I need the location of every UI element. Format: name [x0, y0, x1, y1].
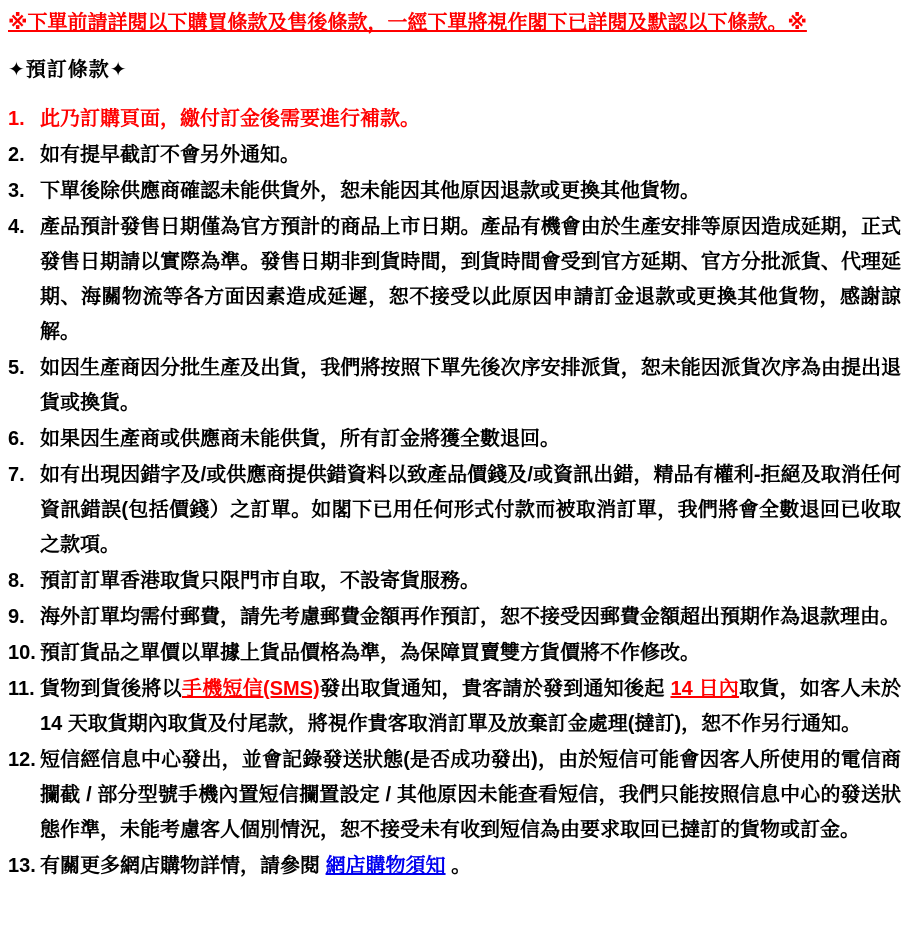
term-text-segment: 預訂貨品之單價以單據上貨品價格為準，為保障買賣雙方貨價將不作修改。: [40, 642, 700, 664]
store-shopping-notice-link[interactable]: 網店購物須知: [325, 855, 446, 877]
term-text-segment: 取貨，如客人未於 14 天取貨期內取貨及付尾款，將視作貴客取消訂單及放棄訂金處理(撻訂)，恕不作另行通知。: [40, 678, 901, 735]
term-number: 1.: [8, 108, 25, 130]
term-text-segment: 發出取貨通知，貴客請於發到通知後起: [319, 678, 671, 700]
term-text: [40, 174, 901, 209]
term-text-segment: 如有出現因錯字及/或供應商提供錯資料以致產品價錢及/或資訊出錯，精品有權利-拒絕及取消任何資訊錯誤(包括價錢）之訂單。如閣下已用任何形式付款而被取消訂單，我們將會全數退回已收取之款項。: [40, 464, 901, 556]
terms-list: [8, 102, 901, 884]
term-item-4: [8, 210, 901, 350]
term-item-7: [8, 458, 901, 563]
term-text-segment: 預訂訂單香港取貨只限門市自取，不設寄貨服務。: [40, 570, 480, 592]
term-text-segment: 有關更多網店購物詳情，請參閱: [40, 855, 326, 877]
term-text: [40, 458, 901, 563]
term-number: 9.: [8, 606, 25, 628]
term-number: 13.: [8, 855, 36, 877]
term-text-segment: 如有提早截訂不會另外通知。: [40, 144, 300, 166]
term-number: 4.: [8, 216, 25, 238]
section-header-preorder-terms: ✦預訂條款✦: [8, 59, 128, 81]
term-item-13: [8, 849, 901, 884]
term-text: [40, 210, 901, 350]
term-item-10: [8, 636, 901, 671]
term-text-segment: 如因生產商因分批生產及出貨，我們將按照下單先後次序安排派貨，恕未能因派貨次序為由提出退貨或換貨。: [40, 357, 901, 414]
term-item-8: [8, 564, 901, 599]
term-item-9: [8, 600, 901, 635]
term-number: 10.: [8, 642, 36, 664]
term-text-segment: 如果因生產商或供應商未能供貨，所有訂金將獲全數退回。: [40, 428, 560, 450]
term-number: 5.: [8, 357, 25, 379]
term-text: [40, 422, 901, 457]
term-number: 3.: [8, 180, 25, 202]
term-text-segment: 海外訂單均需付郵費，請先考慮郵費金額再作預訂，恕不接受因郵費金額超出預期作為退款理由。: [40, 606, 900, 628]
highlighted-term-text: 手機短信(SMS): [181, 678, 320, 700]
term-text: [40, 351, 901, 421]
term-number: 7.: [8, 464, 25, 486]
highlighted-term-text: 14 日內: [670, 678, 740, 700]
term-text-segment: 產品預計發售日期僅為官方預計的商品上市日期。產品有機會由於生產安排等原因造成延期，正式發售日期請以實際為準。發售日期非到貨時間，到貨時間會受到官方延期、官方分批派貨、代理延期、海關物流等各方面因素造成延遲，恕不接受以此原因申請訂金退款或更換其他貨物，感謝諒解。: [40, 216, 901, 343]
term-item-11: [8, 672, 901, 742]
term-text: [40, 636, 901, 671]
page-title: ※下單前請詳閱以下購買條款及售後條款，一經下單將視作閣下已詳閱及默認以下條款。※: [8, 12, 807, 34]
term-number: 12.: [8, 749, 36, 771]
term-text: [40, 743, 901, 848]
term-text-segment: 。: [445, 855, 472, 877]
term-text: [40, 600, 901, 635]
term-item-5: [8, 351, 901, 421]
term-item-12: [8, 743, 901, 848]
term-text-segment: 貨物到貨後將以: [40, 678, 182, 700]
term-text-segment: 下單後除供應商確認未能供貨外，恕未能因其他原因退款或更換其他貨物。: [40, 180, 700, 202]
term-text-segment: 此乃訂購頁面，繳付訂金後需要進行補款。: [40, 108, 420, 130]
term-item-6: [8, 422, 901, 457]
term-text: [40, 849, 901, 884]
term-text: [40, 564, 901, 599]
term-text: [40, 102, 901, 137]
term-number: 2.: [8, 144, 25, 166]
term-text: [40, 138, 901, 173]
term-text: [40, 672, 901, 742]
term-item-1: [8, 102, 901, 137]
term-number: 6.: [8, 428, 25, 450]
term-item-2: [8, 138, 901, 173]
term-number: 8.: [8, 570, 25, 592]
term-text-segment: 短信經信息中心發出，並會記錄發送狀態(是否成功發出)，由於短信可能會因客人所使用的電信商攔截 / 部分型號手機內置短信攔置設定 / 其他原因未能查看短信，我們只能按照信息中心的發送狀態作準，未能考慮客人個別情況，恕不接受未有收到短信為由要求取回已撻訂的貨物或訂金。: [40, 749, 901, 841]
term-number: 11.: [8, 678, 35, 700]
term-item-3: [8, 174, 901, 209]
